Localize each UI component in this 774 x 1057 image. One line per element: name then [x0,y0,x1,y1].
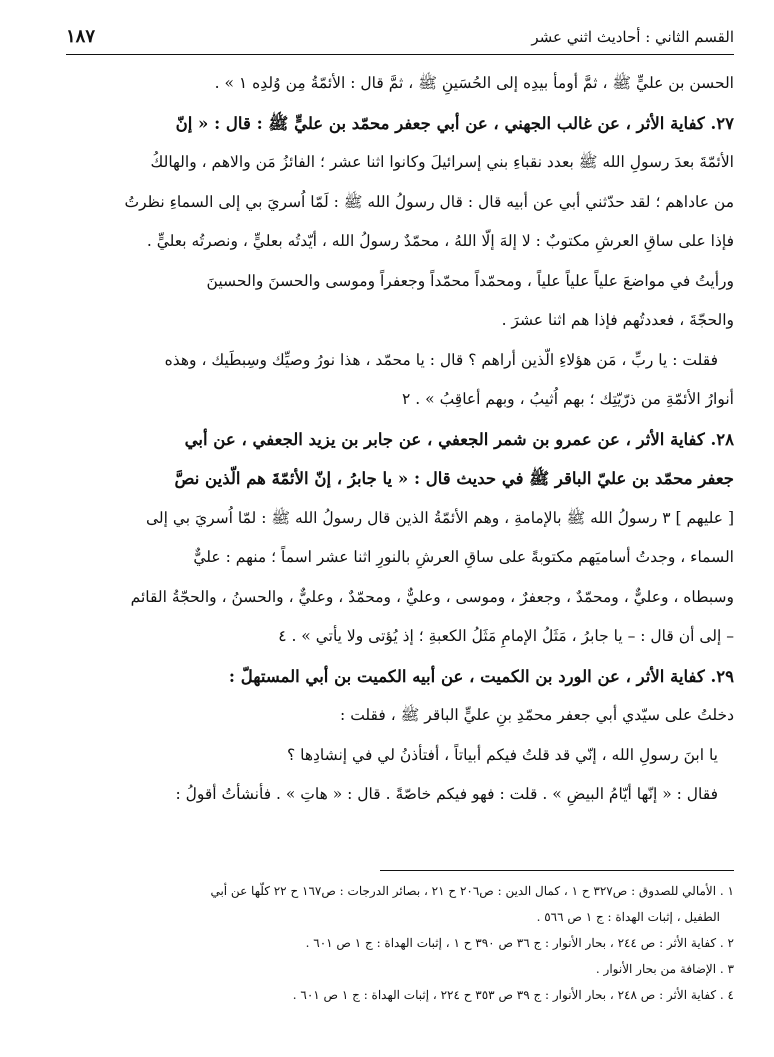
text-line: السماء ، وجدتُ أساميَهم مكتوبةً على ساقِ العرشِ بالنورِ اثنا عشر اسماً ؛ منهم : عليٌّ [193,548,734,566]
footnote-line: ٣ . الإضافة من بحار الأنوار . [595,962,734,976]
main-text [66,64,734,815]
hadith-heading-line: ٢٨. كفاية الأثر ، عن عمرو بن شمر الجعفي ، عن جابر بن يزيد الجعفي ، عن أبي [184,429,734,449]
section-title: القسم الثاني : أحاديث اثني عشر [531,28,734,46]
hadith-heading-line: ٢٩. كفاية الأثر ، عن الورد بن الكميت ، عن أبيه الكميت بن أبي المستهلّ : [228,666,734,686]
text-line: والحجّةَ ، فعددتُهم فإذا هم اثنا عشرَ . [501,311,734,329]
text-line: فإذا على ساقِ العرشِ مكتوبٌ : لا إلهَ إلّا اللهُ ، محمّدٌ رسولُ الله ، أيّدتُه بعليٍّ ، ونصرتُه بعليٍّ . [146,232,734,250]
footnote-line: الطفيل ، إثبات الهداة : ج ١ ص ٥٦٦ . [536,910,720,924]
text-line: أنوارُ الأئمّةِ من ذرّيّتِك ؛ بهم اُثيبُ ، وبهم أعاقِبُ » . ٢ [402,390,734,408]
text-line: الأئمّةَ بعدَ رسولِ الله ﷺ بعدد نقباءِ بني إسرائيلَ وكانوا اثنا عشر ؛ الفائزُ مَن والاهم ، والهالكُ [150,153,734,171]
text-line: يا ابنَ رسولِ الله ، إنّي قد قلتُ فيكم أبياتاً ، أفتأذنُ لي في إنشادِها ؟ [286,745,718,764]
footnote-divider [380,870,734,871]
hadith-heading-line: جعفر محمّد بن عليّ الباقر ﷺ في حديث قال : « يا جابرُ ، إنّ الأئمّةَ هم الّذين نصَّ [174,469,734,488]
text-line: فقلت : يا ربِّ ، مَن هؤلاءِ الّذين أراهم ؟ قال : يا محمّد ، هذا نورُ وصيِّك وسِبطَيك ، وهذه [164,350,718,369]
footnotes [66,878,734,1008]
running-header [66,26,734,54]
hadith-heading-line: ٢٧. كفاية الأثر ، عن غالب الجهني ، عن أبي جعفر محمّد بن عليٍّ ﷺ : قال : « إنّ [175,113,734,133]
text-line: ورأيتُ في مواضعَ علياً علياً علياً ، ومحمّداً محمّداً وجعفراً وموسى والحسنَ والحسينَ [206,271,734,290]
text-line: من عاداهم ؛ لقد حدّثني أبي عن أبيه قال : قال رسولُ الله ﷺ : لَمّا اُسريَ بي إلى السماءِ نظرتُ [124,192,734,211]
text-line: [ عليهم ] ٣ رسولُ الله ﷺ بالإمامةِ ، وهم الأئمّةُ الذين قال رسولُ الله ﷺ : لمّا اُسريَ بي إلى [145,508,734,527]
text-line: دخلتُ على سيّدي أبي جعفر محمّدِ بنِ عليٍّ الباقر ﷺ ، فقلت : [340,706,734,724]
footnote-line: ١ . الأمالي للصدوق : ص٣٢٧ ح ١ ، كمال الدين : ص٢٠٦ ح ٢١ ، بصائر الدرجات : ص١٦٧ ح ٢٢ كلّها عن أبي [210,884,734,898]
text-line: – إلى أن قال : – يا جابرُ ، مَثَلُ الإمامِ مَثَلُ الكعبةِ ؛ إذ يُؤتى ولا يأتي » . ٤ [278,627,734,645]
footnote-line: ٢ . كفاية الأثر : ص ٢٤٤ ، بحار الأنوار : ج ٣٦ ص ٣٩٠ ح ١ ، إثبات الهداة : ج ١ ص ٦٠١ . [305,936,734,950]
page-number: ١٨٧ [66,26,96,47]
footnote-line: ٤ . كفاية الأثر : ص ٢٤٨ ، بحار الأنوار : ج ٣٩ ص ٣٥٣ ح ٢٢٤ ، إثبات الهداة : ج ١ ص ٦٠١ . [292,988,734,1002]
text-line: فقال : « إنّها أيّامُ البيضِ » . قلت : فهو فيكم خاصّةً . قال : « هاتِ » . فأنشأتُ أقولُ : [175,785,718,803]
text-line: الحسن بن عليٍّ ﷺ ، ثمَّ أومأ بيدِه إلى الحُسَينِ ﷺ ، ثمَّ قال : الأئمّةُ مِن وُلدِه ١ » . [214,74,734,92]
text-line: وسبطاه ، وعليٌّ ، ومحمّدٌ ، وجعفرٌ ، وموسى ، وعليٌّ ، ومحمّدٌ ، وعليٌّ ، والحسنُ ، والحجّةُ القائم [130,587,734,606]
header-divider [66,54,734,55]
